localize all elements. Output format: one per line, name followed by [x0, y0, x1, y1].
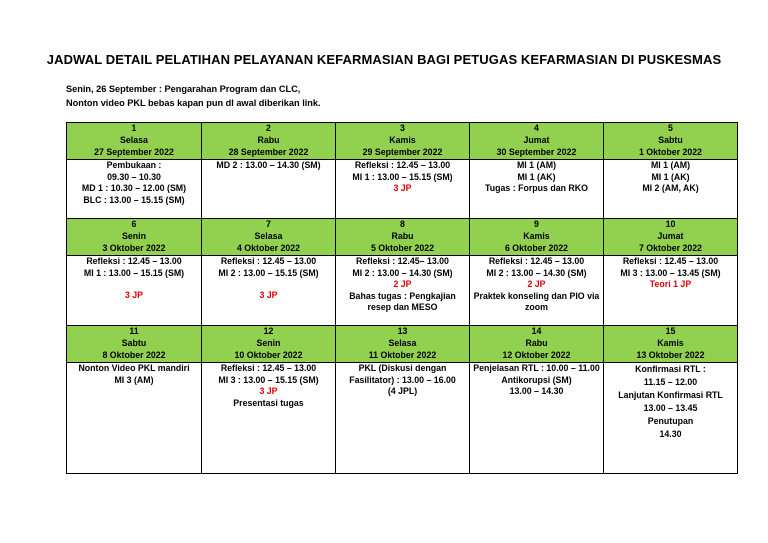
- day-date: 5 Oktober 2022: [370, 243, 435, 253]
- detail-line: MI 2 : 13.00 – 15.15 (SM): [218, 267, 319, 278]
- day-date: 4 Oktober 2022: [236, 243, 301, 253]
- day-number-row: [67, 326, 738, 338]
- detail-line: BLC : 13.00 – 15.15 (SM): [83, 194, 185, 205]
- detail-line: 13.00 – 14.30: [509, 386, 564, 396]
- detail-line: 14.30: [659, 429, 682, 439]
- day-number: 4: [470, 123, 604, 135]
- day-header: [67, 337, 202, 363]
- day-detail: [336, 363, 470, 474]
- day-date: 29 September 2022: [362, 147, 443, 157]
- day-number: 9: [470, 219, 604, 231]
- schedule-table: [66, 122, 738, 474]
- detail-line: Refleksi : 12.45 – 13.00: [220, 256, 317, 266]
- day-date: 1 Oktober 2022: [638, 147, 703, 157]
- day-date: 11 Oktober 2022: [368, 350, 437, 360]
- day-header: [202, 134, 336, 160]
- day-detail: [604, 160, 738, 219]
- day-number: 13: [336, 326, 470, 338]
- jp-label: 2 JP: [393, 279, 412, 289]
- day-name: Kamis: [657, 338, 684, 348]
- detail-line: Penjelasan RTL : 10.00 – 11.00: [473, 363, 600, 373]
- day-detail: [336, 256, 470, 326]
- detail-line: Lanjutan Konfirmasi RTL: [618, 390, 723, 400]
- detail-line: MI 1 (AM): [516, 160, 557, 170]
- day-date: 30 September 2022: [496, 147, 577, 157]
- day-header: [470, 337, 604, 363]
- day-date: 6 Oktober 2022: [504, 243, 569, 253]
- jp-label: 3 JP: [259, 290, 278, 300]
- intro-note: [66, 82, 321, 110]
- day-header: [67, 134, 202, 160]
- day-detail: [604, 256, 738, 326]
- day-detail: [470, 363, 604, 474]
- day-number: 14: [470, 326, 604, 338]
- day-header: [604, 134, 738, 160]
- day-header: [604, 337, 738, 363]
- day-detail-row: [67, 256, 738, 326]
- day-number: 11: [67, 326, 202, 338]
- day-date: 7 Oktober 2022: [638, 243, 703, 253]
- jp-label: 3 JP: [259, 386, 278, 396]
- day-header: [470, 134, 604, 160]
- day-name: Selasa: [388, 338, 417, 348]
- day-date: 27 September 2022: [94, 147, 174, 157]
- day-name: Senin: [122, 231, 146, 241]
- jp-label: 2 JP: [527, 279, 546, 289]
- detail-line: Antikorupsi (SM): [501, 374, 572, 385]
- detail-line: MI 3 (AM): [114, 374, 154, 385]
- detail-line: Tugas : Forpus dan RKO: [485, 183, 588, 193]
- detail-line: Praktek konseling dan PIO via zoom: [473, 290, 600, 312]
- day-number: 7: [202, 219, 336, 231]
- detail-line: MI 2 : 13.00 – 14.30 (SM): [486, 267, 587, 278]
- detail-line: MI 1 : 13.00 – 15.15 (SM): [83, 267, 185, 278]
- day-name: Selasa: [120, 135, 148, 145]
- day-number: 3: [336, 123, 470, 135]
- day-header: [336, 134, 470, 160]
- day-header: [336, 337, 470, 363]
- day-name: Kamis: [389, 135, 416, 145]
- detail-line: MI 1 (AM): [650, 160, 691, 170]
- day-name: Jumat: [657, 231, 684, 241]
- detail-line: Refleksi : 12.45 – 13.00: [622, 256, 719, 266]
- day-header: [470, 230, 604, 256]
- day-number: 15: [604, 326, 738, 338]
- day-number: 1: [67, 123, 202, 135]
- jp-label: 3 JP: [393, 183, 412, 193]
- day-number: 2: [202, 123, 336, 135]
- day-number: 8: [336, 219, 470, 231]
- day-detail: [336, 160, 470, 219]
- day-date: 13 Oktober 2022: [636, 350, 705, 360]
- day-detail: [470, 256, 604, 326]
- day-detail: [604, 363, 738, 474]
- day-name: Rabu: [391, 231, 414, 241]
- detail-line: 11.15 – 12.00: [643, 377, 698, 387]
- day-number: 12: [202, 326, 336, 338]
- detail-line: 09.30 – 10.30: [107, 171, 161, 182]
- detail-line: Refleksi : 12.45– 13.00: [356, 256, 449, 266]
- detail-line: Penutupan: [647, 416, 694, 426]
- detail-line: MI 2 (AM, AK): [642, 183, 699, 193]
- jp-label: 3 JP: [124, 290, 144, 300]
- detail-line: Nonton Video PKL mandiri: [78, 363, 190, 373]
- day-date: 28 September 2022: [228, 147, 309, 157]
- day-number: 5: [604, 123, 738, 135]
- detail-line: (4 JPL): [387, 386, 418, 396]
- detail-line: Konfirmasi RTL :: [635, 364, 706, 374]
- detail-line: MI 3 : 13.00 – 15.15 (SM): [218, 374, 319, 385]
- day-header: [67, 230, 202, 256]
- page-title: JADWAL DETAIL PELATIHAN PELAYANAN KEFARMASIAN BAGI PETUGAS KEFARMASIAN DI PUSKESMAS: [46, 52, 722, 67]
- detail-line: Refleksi : 12.45 – 13.00: [220, 363, 317, 373]
- day-header-row: [67, 337, 738, 363]
- detail-line: Refleksi : 12.45 – 13.00: [488, 256, 585, 266]
- detail-line: MI 2 : 13.00 – 14.30 (SM): [352, 267, 453, 278]
- detail-line: MI 1 : 13.00 – 15.15 (SM): [352, 171, 453, 182]
- day-date: 12 Oktober 2022: [502, 350, 571, 360]
- detail-line: MI 3 : 13.00 – 13.45 (SM): [620, 267, 721, 278]
- day-name: Senin: [256, 338, 281, 348]
- detail-line: Refleksi : 12.45 – 13.00: [86, 256, 182, 266]
- day-date: 10 Oktober 2022: [234, 350, 303, 360]
- day-name: Rabu: [257, 135, 280, 145]
- day-date: 3 Oktober 2022: [102, 243, 166, 253]
- day-header: [202, 337, 336, 363]
- detail-line: Presentasi tugas: [233, 397, 304, 408]
- day-date: 8 Oktober 2022: [102, 350, 166, 360]
- day-name: Selasa: [254, 231, 283, 241]
- intro-line: Nonton video PKL bebas kapan pun dl awal diberikan link.: [66, 98, 321, 108]
- day-name: Jumat: [523, 135, 550, 145]
- intro-line: Senin, 26 September : Pengarahan Program dan CLC,: [66, 84, 301, 94]
- day-header: [202, 230, 336, 256]
- day-header: [604, 230, 738, 256]
- jp-label: Teori 1 JP: [649, 279, 692, 289]
- day-name: Sabtu: [658, 135, 683, 145]
- detail-line: Pembukaan :: [106, 160, 162, 170]
- day-detail: [202, 160, 336, 219]
- detail-line: Refleksi : 12.45 – 13.00: [354, 160, 451, 170]
- day-number: 10: [604, 219, 738, 231]
- day-detail: [202, 363, 336, 474]
- day-number: 6: [67, 219, 202, 231]
- detail-line: 13.00 – 13.45: [643, 403, 698, 413]
- day-detail-row: [67, 160, 738, 219]
- day-detail: [470, 160, 604, 219]
- day-detail: [67, 160, 202, 219]
- detail-line: MI 1 (AK): [651, 171, 690, 182]
- detail-line: Bahas tugas : Pengkajian resep dan MESO: [349, 290, 456, 312]
- detail-line: MD 1 : 10.30 – 12.00 (SM): [81, 183, 187, 193]
- detail-line: MI 1 (AK): [517, 171, 556, 182]
- day-number-row: [67, 219, 738, 231]
- day-detail: [67, 363, 202, 474]
- day-name: Sabtu: [121, 338, 147, 348]
- detail-line: MD 2 : 13.00 – 14.30 (SM): [216, 160, 321, 170]
- day-header-row: [67, 230, 738, 256]
- day-header: [336, 230, 470, 256]
- detail-line: PKL (Diskusi dengan Fasilitator) : 13.00 – 16.00: [349, 363, 456, 385]
- day-name: Kamis: [523, 231, 550, 241]
- day-number-row: [67, 123, 738, 135]
- day-name: Rabu: [525, 338, 548, 348]
- day-header-row: [67, 134, 738, 160]
- day-detail-row: [67, 363, 738, 474]
- day-detail: [67, 256, 202, 326]
- day-detail: [202, 256, 336, 326]
